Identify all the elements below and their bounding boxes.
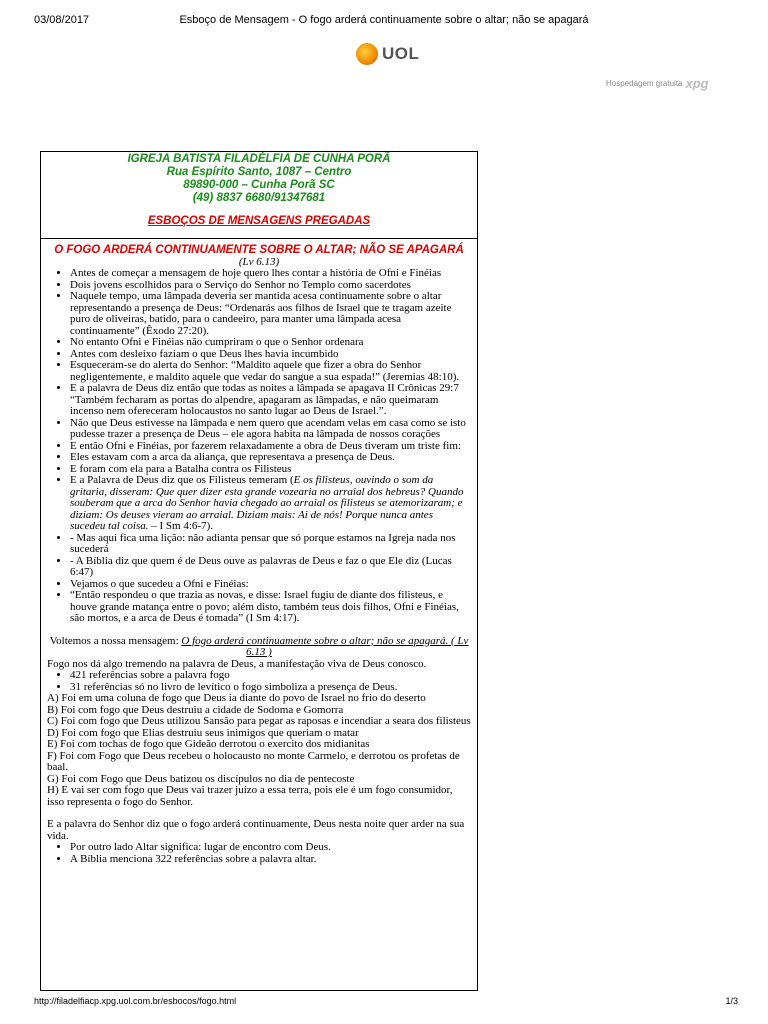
list-item: • Antes de começar a mensagem de hoje quero lhes contar a história de Ofni e Finéias <box>70 268 471 280</box>
uol-logo-text: UOL <box>382 44 420 63</box>
list-item: • E foram com ela para a Batalha contra os Filisteus <box>70 464 471 476</box>
list-item: • E a palavra de Deus diz então que todas as noites a lâmpada se apagava II Crônicas 29:7 “Também fecharam as portas do alpendre, apagaram as lâmpadas, e não queimaram incenso nem ofereceram holocaustos no santo lugar ao Deus de Israel.”. <box>70 383 471 418</box>
sermon-title: O FOGO ARDERÁ CONTINUAMENTE SOBRE O ALTAR; NÃO SE APAGARÁ <box>54 244 464 256</box>
uol-logo[interactable] <box>356 43 419 65</box>
back-label: Voltemos a nossa mensagem: <box>49 634 179 647</box>
list-item: • Vejamos o que sucedeu a Ofni e Finéias: <box>70 579 471 591</box>
hosting-label: Hospedagem gratuita <box>606 79 683 88</box>
list-item-philistines <box>70 475 471 533</box>
list-item: • A Bíblia menciona 322 referências sobre a palavra altar. <box>70 854 471 866</box>
philistines-text: E a Palavra de Deus diz que os Filisteus temeram ( <box>70 474 294 486</box>
fire-example: E) Foi com tochas de fogo que Gideão derrotou o exercito dos midianitas <box>47 738 370 750</box>
list-item: • Naquele tempo, uma lâmpada deveria ser mantida acesa continuamente sobre o altar representando a presença de Deus: “Ordenarás aos filhos de Israel que te tragam azeite puro de oliveiras, batido, para o candeeiro, para manter uma lâmpada acesa continuamente” (Êxodo 27:20). <box>70 291 471 337</box>
fire-example: G) Foi com Fogo que Deus batizou os discípulos no dia de pentecoste <box>47 772 355 785</box>
church-zip-city: 89890-000 – Cunha Porã SC <box>183 179 335 191</box>
list-item: • 421 referências sobre a palavra fogo <box>70 670 471 682</box>
church-phone: (49) 8837 6680/91347681 <box>192 192 326 204</box>
list-item: • Por outro lado Altar significa: lugar de encontro com Deus. <box>70 842 471 854</box>
sermon-reference: (Lv 6.13) <box>238 255 280 268</box>
list-item: • 31 referências só no livro de levítico o fogo simboliza a presença de Deus. <box>70 682 471 694</box>
fire-example: H) E vai ser com fogo que Deus vai trazer juízo a essa terra, pois ele é um fogo consumidor, isso representa o fogo do Senhor. <box>47 784 453 808</box>
list-item: • Não que Deus estivesse na lâmpada e nem quero que acendam velas em casa como se isto pudesse trazer a presença de Deus – ele agora habita na lâmpada de nossos corações <box>70 418 471 441</box>
list-item: • Eles estavam com a arca da aliança, que representava a presença de Deus. <box>70 452 471 464</box>
philistines-reference: – I Sm 4:6-7). <box>148 520 213 532</box>
fire-example: D) Foi com fogo que Elias destruiu seus inimigos que queriam o matar <box>47 726 359 739</box>
list-item: • - Mas aqui fica uma lição: não adianta pensar que só porque estamos na Igreja nada nos sucederá <box>70 533 471 556</box>
back-to-message <box>47 636 471 659</box>
fire-example: A) Foi em uma coluna de fogo que Deus ia diante do povo de Israel no frio do deserto <box>47 692 426 704</box>
fire-example: B) Foi com fogo que Deus destruiu a cidade de Sodoma e Gomorra <box>47 703 344 716</box>
sermon-content <box>41 239 477 865</box>
philistines-quote: E os filisteus, ouvindo o som da gritaria, disseram: Que quer dizer esta grande vozearia no arraial dos hebreus? Quando souberam que a arca do Senhor havia chegado ao arraial os filisteus se atemorizaram; e diziam: Os deuses vieram ao arraial. Diziam mais: Ai de nós! Porque nunca antes sucedeu tal coisa. <box>70 474 464 532</box>
list-item: • Esqueceram-se do alerta do Senhor: “Maldito aquele que fizer a obra do Senhor negligentemente, e maldito aquele que vedar do sangue a sua espada!” (Jeremias 48:10). <box>70 360 471 383</box>
story-list <box>47 268 471 625</box>
print-title: Esboço de Mensagem - O fogo arderá continuamente sobre o altar; não se apagará <box>179 14 589 26</box>
closing-paragraph: E a palavra do Senhor diz que o fogo arderá continuamente, Deus nesta noite quer arder na sua vida. <box>47 818 465 842</box>
fire-stats-list <box>47 670 471 693</box>
altar-list <box>47 842 471 865</box>
print-date: 03/08/2017 <box>34 14 90 26</box>
list-item: • Antes com desleixo faziam o que Deus lhes havia incumbido <box>70 349 471 361</box>
fire-example: C) Foi com fogo que Deus utilizou Sansão para pegar as raposas e incendiar a seara dos filisteus <box>47 715 471 727</box>
church-address: Rua Espírito Santo, 1087 – Centro <box>166 166 352 178</box>
fire-intro: Fogo nos dá algo tremendo na palavra de Deus, a manifestação viva de Deus conosco. <box>47 657 427 670</box>
footer-url: http://filadelfiacp.xpg.uol.com.br/esbocos/fogo.html <box>34 996 237 1006</box>
fire-examples <box>47 693 471 808</box>
section-title: ESBOÇOS DE MENSAGENS PREGADAS <box>147 215 371 227</box>
hosting-badge[interactable] <box>606 76 709 91</box>
church-header <box>41 152 477 239</box>
uol-logo-icon <box>356 43 378 65</box>
list-item: • “Então respondeu o que trazia as novas, e disse: Israel fugiu de diante dos filisteus, e houve grande matança entre o povo; além disto, também teus dois filhos, Ofni e Finéias, são mortos, e a arca de Deus é tomada” (I Sm 4:17). <box>70 590 471 625</box>
list-item: • Dois jovens escolhidos para o Serviço do Senhor no Templo como sacerdotes <box>70 280 471 292</box>
fire-example: F) Foi com Fogo que Deus recebeu o holocausto no monte Carmelo, e derrotou os profetas de baal. <box>47 749 460 773</box>
xpg-logo-icon: xpg <box>685 76 709 91</box>
page-number: 1/3 <box>725 996 738 1006</box>
list-item: • E então Ofni e Finéias, por fazerem relaxadamente a obra de Deus tiveram um triste fim: <box>70 441 471 453</box>
list-item: • - A Bíblia diz que quem é de Deus ouve as palavras de Deus e faz o que Ele diz (Lucas 6:47) <box>70 556 471 579</box>
back-theme: O fogo arderá continuamente sobre o altar; não se apagará. ( Lv 6.13 ) <box>181 634 469 658</box>
page-frame <box>40 151 478 991</box>
church-name: IGREJA BATISTA FILADÉLFIA DE CUNHA PORÃ <box>127 153 391 165</box>
list-item: • No entanto Ofni e Finéias não cumpriram o que o Senhor ordenara <box>70 337 471 349</box>
